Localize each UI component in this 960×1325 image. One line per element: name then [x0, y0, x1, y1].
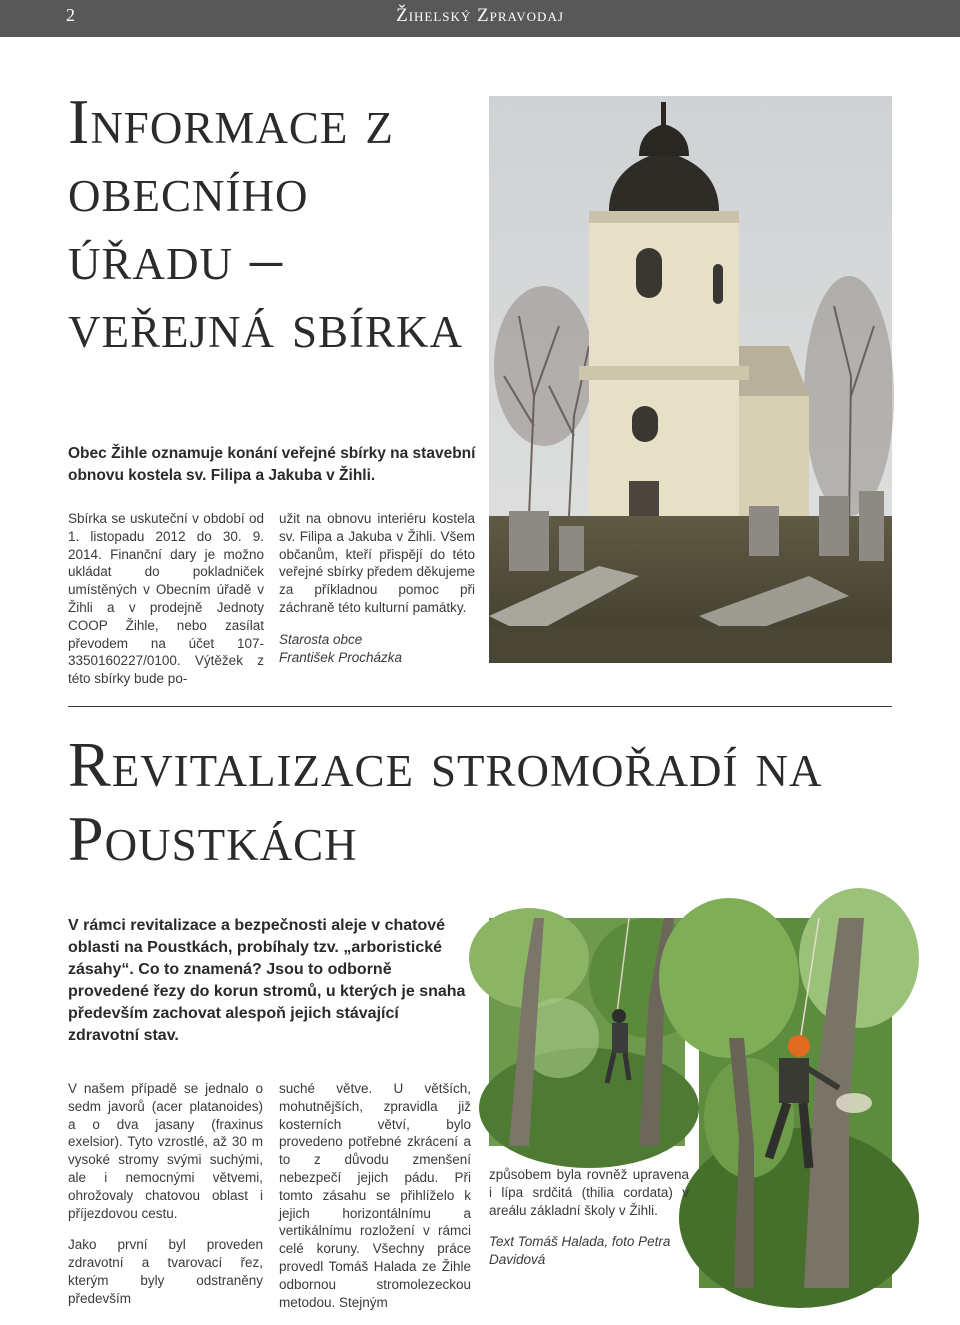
article1-column-2: [279, 510, 475, 680]
article1-column-1: [68, 510, 264, 702]
signature-role: Starosta obce: [279, 631, 363, 647]
arborist-photo-2: [699, 918, 892, 1288]
signature: [279, 631, 475, 667]
page-number: 2: [66, 5, 75, 25]
page-header-bar: [0, 0, 960, 37]
article-title-tree-revitalization: Revitalizace stromořadí na Poustkách: [68, 729, 823, 874]
article2-column-3: [489, 1166, 689, 1283]
article-lead-public-collection: Obec Žihle oznamuje konání veřejné sbírky na stavební obnovu kostela sv. Filipa a Jakuba v Žihli.: [68, 445, 476, 484]
article2-column-2: [279, 1080, 471, 1325]
article2-paragraph-4: způsobem byla rovněž upravena i lípa srdčitá (thilia cordata) v areálu základní školy v Žihli.: [489, 1167, 689, 1218]
article1-paragraph-1: Sbírka se uskuteční v období od 1. listopadu 2012 do 30. 9. 2014. Finanční dary je možno ukládat do pokladniček umístěných v Obecním úřadě v Žihli a v prodejně Jednoty COOP Žihle, nebo zasílat převodem na účet 107-3350160227/0100. Výtěžek z této sbírky bude po-: [68, 511, 264, 687]
article1-paragraph-2: užit na obnovu interiéru kostela sv. Filipa a Jakuba v Žihli. Všem občanům, kteří přispějí do této veřejné sbírky předem děkujeme za příkladnou pomoc při záchraně této kulturní památky.: [279, 511, 475, 615]
article2-paragraph-1: V našem případě se jednalo o sedm javorů (acer platanoides) a o dva jasany (fraxinus exelsior). Tyto vzrostlé, až 30 m vysoké stromy svými suchými, ale i nemocnými větvemi, ohrožovaly chatovou oblast i příjezdovou cestu.: [68, 1081, 263, 1221]
church-photo: [489, 96, 892, 663]
article2-paragraph-2: Jako první byl proveden zdravotní a tvarovací řez, kterým byly odstraněny především: [68, 1237, 263, 1306]
article2-paragraph-3: suché větve. U větších, mohutnějších, zpravidla již kosterních větví, bylo provedeno potřebné zkrácení a to z důvodu zmenšení nebezpečí jejich pádu. Při tomto zásahu se přihlíželo k jejich horizontálnímu a vertikálnímu rozložení v rámci celé koruny. Všechny práce provedl Tomáš Halada ze Žihle odbornou stromolezeckou metodou. Stejným: [279, 1081, 471, 1310]
newsletter-title: Žihelský Zpravodaj: [396, 5, 564, 26]
signature-name: František Procházka: [279, 649, 403, 665]
article-title-public-collection: Informace z obecního úřadu – veřejná sbírka: [68, 86, 464, 361]
article-lead-tree-revitalization: V rámci revitalizace a bezpečnosti aleje v chatové oblasti na Poustkách, probíhaly tzv. „arboristické zásahy“. Co to znamená? Jsou to odborně provedené řezy do korun stromů, u kterých je snaha především zachovat alespoň jejich stávající zdravotní stav.: [68, 917, 466, 1044]
photo-credit: Text Tomáš Halada, foto Petra Davidová: [489, 1234, 671, 1268]
article2-column-1: [68, 1080, 263, 1322]
section-divider: [68, 706, 892, 707]
arborist-photo-1: [489, 918, 685, 1146]
